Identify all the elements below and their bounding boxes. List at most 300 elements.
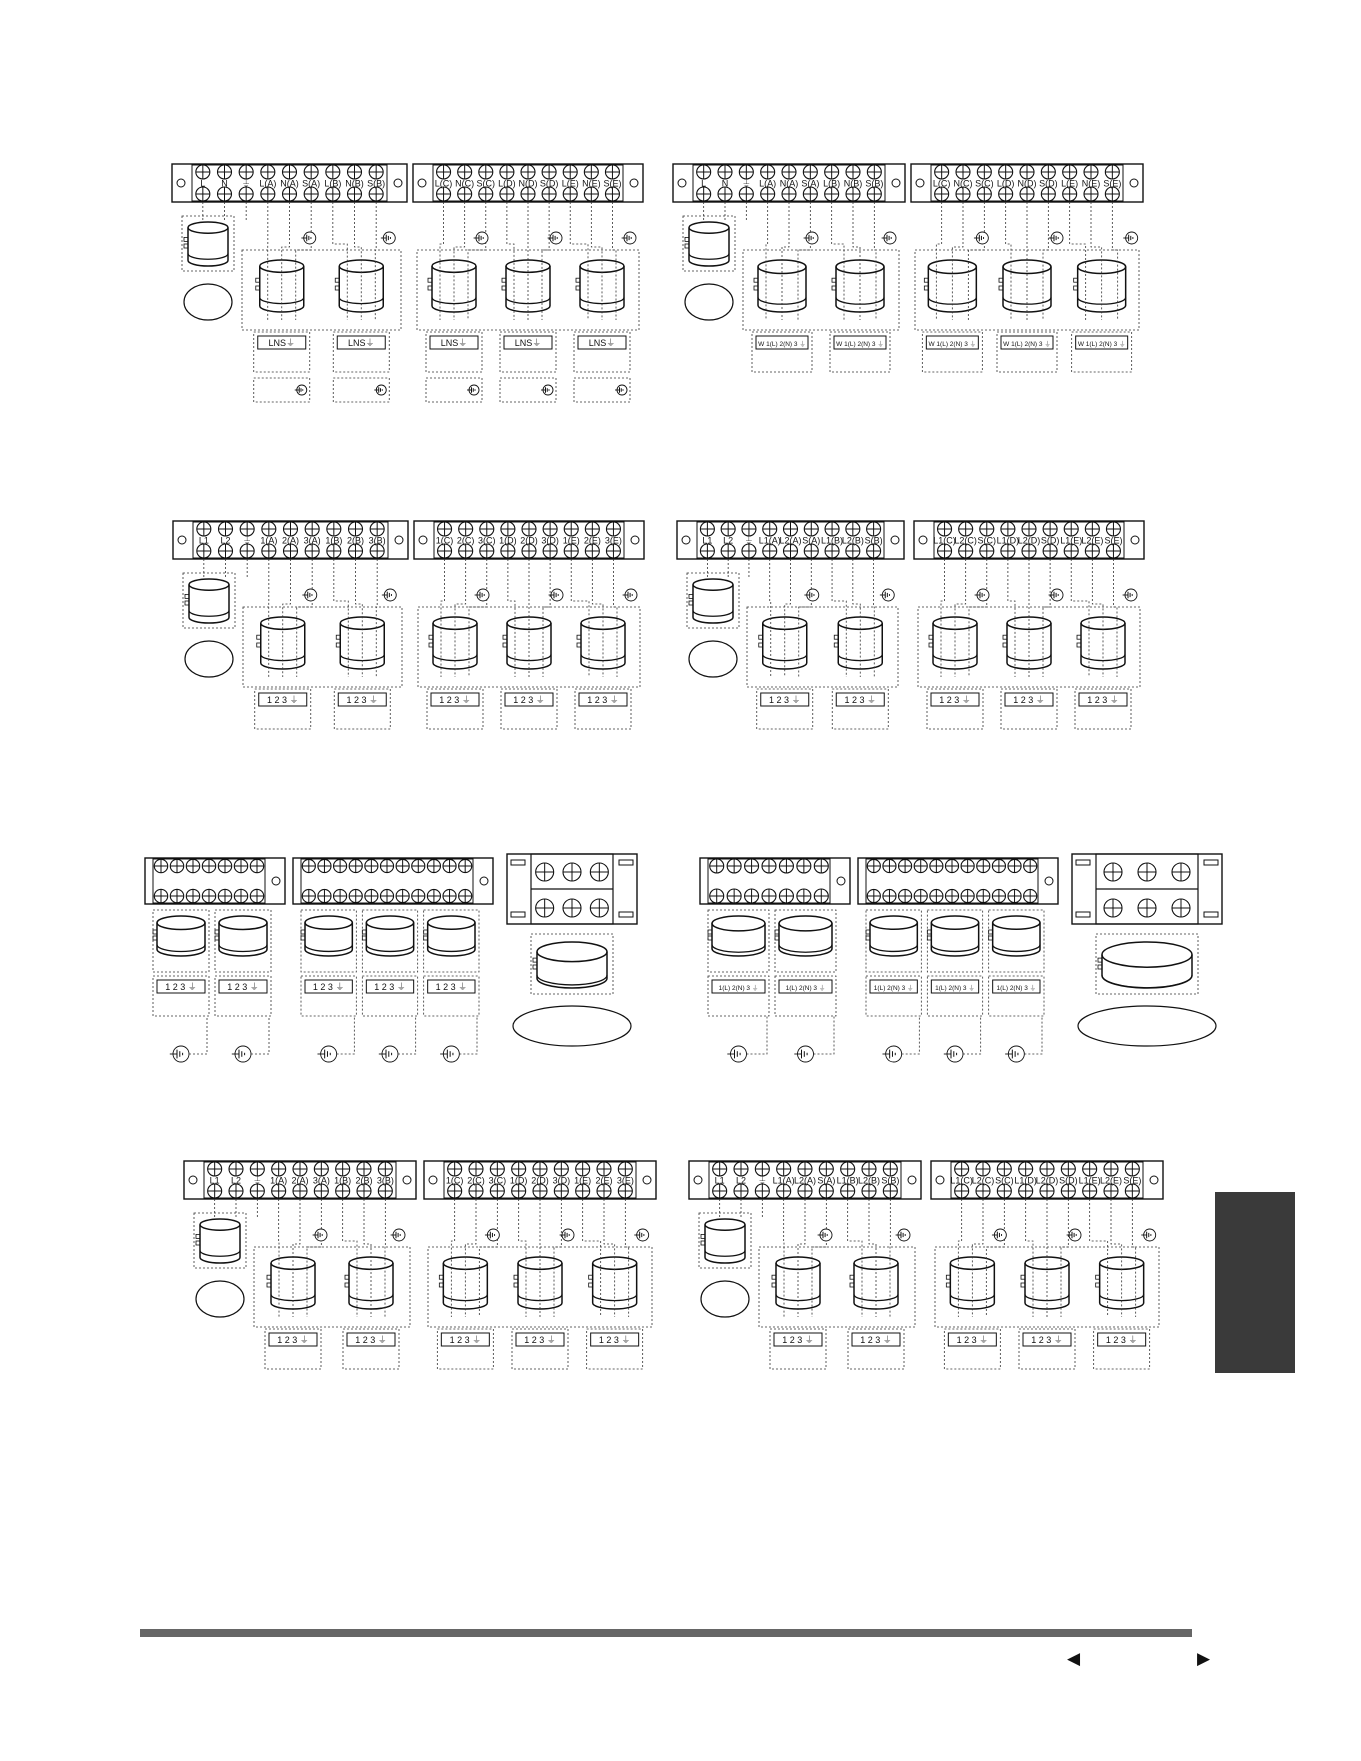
cable-conduit-icon (759, 617, 807, 669)
wire (333, 202, 347, 320)
screw-terminal (899, 889, 912, 902)
wiring-diagram-r3-left (145, 854, 637, 1062)
wire (969, 559, 987, 677)
ground-icon (1123, 589, 1137, 601)
indoor-unit-terminal (1094, 1329, 1150, 1369)
screw-terminal (819, 1162, 833, 1176)
screw-terminal (326, 187, 340, 201)
terminal-label: L1 (209, 1175, 220, 1186)
screw-terminal (862, 1162, 876, 1176)
terminal-label: L2(E) (1099, 1175, 1123, 1186)
terminal-label: 2(E) (583, 535, 601, 546)
terminal-label: L1(D) (1014, 1175, 1037, 1186)
screw-terminal (721, 544, 735, 558)
screw-terminal (883, 1162, 897, 1176)
screw-terminal (348, 165, 362, 179)
screw-terminal (1085, 522, 1099, 536)
screw-terminal (585, 522, 599, 536)
indoor-unit-terminal (362, 976, 417, 1016)
terminal-label: ⏚ (741, 178, 751, 189)
screw-terminal (597, 1162, 611, 1176)
screw-terminal (1008, 859, 1021, 872)
screw-terminal (349, 859, 362, 872)
terminal-label: L(E) (561, 178, 579, 189)
screw-terminal (293, 1184, 307, 1198)
indoor-unit-terminal (500, 332, 556, 372)
screw-terminal (590, 899, 608, 917)
indoor-unit-terminal (927, 689, 983, 729)
terminal-label: L(A) (759, 178, 777, 189)
wire (189, 1016, 207, 1054)
screw-terminal (522, 522, 536, 536)
next-page-arrow-icon[interactable]: ▶ (1197, 1649, 1211, 1668)
screw-terminal (304, 187, 318, 201)
terminal-label: N(E) (582, 178, 601, 189)
screw-terminal (867, 544, 881, 558)
terminal-label: 1(D) (509, 1175, 528, 1186)
screw-terminal (803, 187, 817, 201)
screw-terminal (819, 1184, 833, 1198)
screw-terminal (846, 187, 860, 201)
ground-icon (1141, 1229, 1155, 1241)
screw-terminal (721, 522, 735, 536)
screw-terminal (1022, 544, 1036, 558)
screw-terminal (304, 165, 318, 179)
ground-icon (974, 232, 988, 244)
terminal-board (858, 858, 1058, 904)
terminal-board (413, 164, 643, 202)
screw-terminal (448, 1184, 462, 1198)
wire (364, 1199, 371, 1317)
indoor-unit-terminal (997, 332, 1057, 372)
terminal-board (931, 1161, 1163, 1199)
indoor-unit-terminal (1001, 689, 1057, 729)
screw-terminal (867, 522, 881, 536)
screw-terminal (1041, 187, 1055, 201)
wire (785, 559, 791, 677)
ground-icon (623, 589, 637, 601)
wire (355, 202, 362, 320)
unit-terminal-label: 1 2 3 ⏚ (1031, 1335, 1063, 1345)
screw-terminal (814, 859, 828, 873)
screw-terminal (542, 165, 556, 179)
screw-terminal (763, 522, 777, 536)
screw-terminal (378, 1162, 392, 1176)
screw-terminal (554, 1184, 568, 1198)
screw-terminal (365, 859, 378, 872)
screw-terminal (564, 522, 578, 536)
screw-terminal (779, 859, 793, 873)
indoor-unit-terminal (215, 976, 271, 1016)
screw-terminal (490, 1162, 504, 1176)
wiring-diagram-r4-right (689, 1161, 1163, 1369)
ground-icon (1049, 589, 1063, 601)
screw-terminal (443, 889, 456, 902)
terminal-label: L(C) (434, 178, 453, 189)
terminal-label: L1 (702, 535, 713, 546)
screw-terminal (867, 187, 881, 201)
screw-terminal (734, 1184, 748, 1198)
screw-terminal (1063, 165, 1077, 179)
cable-conduit-icon (775, 916, 832, 956)
ground-icon (467, 385, 479, 395)
terminal-label: 1(C) (445, 1175, 464, 1186)
screw-terminal (798, 1162, 812, 1176)
cable-conduit-icon (267, 1257, 315, 1309)
screw-terminal (234, 889, 247, 902)
screw-terminal (459, 859, 472, 872)
terminal-label: S(C) (995, 1175, 1014, 1186)
cable-conduit-icon (866, 916, 917, 956)
terminal-label: 2(D) (520, 535, 538, 546)
screw-terminal (1001, 522, 1015, 536)
terminal-label: S(C) (977, 535, 997, 546)
unit-terminal-label: 1(L) 2(N) 3 ⏚ (996, 985, 1037, 992)
power-source (1078, 1006, 1216, 1046)
screw-terminal (219, 522, 233, 536)
terminal-label: 2(A) (281, 535, 300, 546)
wire (1090, 1199, 1108, 1317)
wire (571, 559, 589, 677)
screw-terminal (250, 889, 263, 902)
screw-terminal (956, 187, 970, 201)
screw-terminal (745, 889, 759, 903)
screw-terminal (240, 544, 254, 558)
cable-conduit-icon (503, 617, 551, 669)
screw-terminal (314, 1184, 328, 1198)
terminal-label: N(B) (843, 178, 863, 189)
screw-terminal (846, 522, 860, 536)
screw-terminal (739, 165, 753, 179)
terminal-label: 2(C) (467, 1175, 485, 1186)
terminal-label: S(A) (802, 535, 821, 546)
terminal-label: L2(B) (841, 535, 864, 546)
screw-terminal (326, 165, 340, 179)
screw-terminal (804, 544, 818, 558)
screw-terminal (501, 544, 515, 558)
screw-terminal (336, 1184, 350, 1198)
screw-terminal (293, 1162, 307, 1176)
terminal-label: L(C) (932, 178, 951, 189)
screw-terminal (1104, 899, 1122, 917)
wire (798, 1199, 805, 1317)
screw-terminal (899, 859, 912, 872)
terminal-label: L1(C) (950, 1175, 973, 1186)
screw-terminal (1104, 1184, 1118, 1198)
cable-conduit-icon (184, 222, 228, 266)
terminal-label: S(E) (1104, 535, 1123, 546)
screw-terminal (564, 544, 578, 558)
screw-terminal (208, 1184, 222, 1198)
screw-terminal (1043, 522, 1057, 536)
terminal-label: 2(A) (291, 1175, 309, 1186)
screw-terminal (186, 889, 199, 902)
screw-terminal (500, 187, 514, 201)
ground-icon (317, 1046, 336, 1062)
screw-terminal (229, 1184, 243, 1198)
indoor-unit-terminal (424, 976, 479, 1016)
terminal-label: 3(D) (552, 1175, 571, 1186)
screw-terminal (1172, 899, 1190, 917)
screw-terminal (170, 889, 183, 902)
screw-terminal (713, 1162, 727, 1176)
ground-icon (560, 1229, 574, 1241)
cable-conduit-icon (533, 942, 607, 988)
cable-conduit-icon (502, 260, 550, 312)
screw-terminal (777, 1184, 791, 1198)
cable-conduit-icon (301, 916, 352, 956)
cable-conduit-icon (576, 260, 624, 312)
screw-terminal (283, 165, 297, 179)
screw-terminal (1061, 1184, 1075, 1198)
indoor-unit-terminal (254, 332, 310, 372)
screw-terminal (935, 187, 949, 201)
screw-terminal (762, 889, 776, 903)
ground-icon (381, 232, 395, 244)
unit-terminal-label: 1 2 3 ⏚ (956, 1335, 989, 1345)
screw-terminal (458, 165, 472, 179)
screw-terminal (480, 522, 494, 536)
screw-terminal (1084, 165, 1098, 179)
terminal-label: L1(E) (1078, 1175, 1101, 1186)
screw-terminal (334, 859, 347, 872)
screw-terminal (999, 187, 1013, 201)
indoor-unit-terminal (989, 976, 1044, 1016)
screw-terminal (218, 165, 232, 179)
indoor-unit-terminal (575, 689, 631, 729)
screw-terminal (443, 859, 456, 872)
screw-terminal (318, 859, 331, 872)
screw-terminal (437, 187, 451, 201)
terminal-label: L2 (735, 1175, 747, 1186)
screw-terminal (196, 165, 210, 179)
terminal-label: 1(A) (270, 1175, 288, 1186)
screw-terminal (512, 1184, 526, 1198)
cable-conduit-icon (153, 916, 205, 956)
screw-terminal (512, 1162, 526, 1176)
screw-terminal (197, 544, 211, 558)
terminal-label: S(A) (302, 178, 321, 189)
indoor-unit-terminal (301, 976, 356, 1016)
terminal-label: S(C) (975, 178, 994, 189)
ground-icon (1005, 1046, 1024, 1062)
unit-terminal-label: 1 2 3 ⏚ (277, 1335, 309, 1345)
terminal-label: N(A) (779, 178, 799, 189)
screw-terminal (914, 859, 927, 872)
terminal-label: N(E) (1081, 178, 1101, 189)
power-source (685, 284, 733, 320)
indoor-unit-terminal (752, 332, 812, 372)
ground-icon (474, 232, 488, 244)
ground-icon (313, 1229, 327, 1241)
wire (853, 559, 860, 677)
terminal-label: 1(B) (325, 535, 343, 546)
screw-terminal (536, 863, 554, 881)
indoor-unit-terminal (265, 1329, 321, 1369)
screw-terminal (284, 522, 298, 536)
screw-terminal (739, 187, 753, 201)
screw-terminal (218, 889, 231, 902)
prev-page-arrow-icon[interactable]: ◀ (1067, 1649, 1081, 1668)
screw-terminal (239, 187, 253, 201)
screw-terminal (1106, 544, 1120, 558)
screw-terminal (883, 889, 896, 902)
screw-terminal (1138, 899, 1156, 917)
screw-terminal (357, 1184, 371, 1198)
screw-terminal (229, 1162, 243, 1176)
screw-terminal (250, 1162, 264, 1176)
wire (468, 202, 486, 320)
terminal-label: L(B) (823, 178, 841, 189)
power-source (185, 641, 233, 677)
terminal-label: L(D) (498, 178, 516, 189)
screw-terminal (272, 1184, 286, 1198)
screw-terminal (841, 1162, 855, 1176)
indoor-unit-terminal (708, 976, 769, 1016)
cable-conduit-icon (1003, 617, 1051, 669)
screw-terminal (202, 889, 215, 902)
screw-terminal (862, 1184, 876, 1198)
screw-terminal (438, 544, 452, 558)
terminal-label: ⏚ (757, 1175, 767, 1186)
unit-terminal-label: 1 2 3 ⏚ (355, 1335, 387, 1345)
screw-terminal (992, 859, 1005, 872)
cable-conduit-icon (1096, 1257, 1144, 1309)
ground-icon (382, 589, 396, 601)
terminal-label: S(D) (539, 178, 559, 189)
screw-terminal (938, 522, 952, 536)
screw-terminal (1020, 187, 1034, 201)
screw-terminal (1024, 889, 1037, 902)
wire (853, 202, 860, 320)
ground-icon (541, 385, 553, 395)
unit-terminal-label: 1 2 3 ⏚ (165, 982, 197, 992)
screw-terminal (727, 889, 741, 903)
screw-terminal (196, 187, 210, 201)
screw-terminal (914, 889, 927, 902)
screw-terminal (365, 889, 378, 902)
cable-conduit-icon (256, 260, 304, 312)
screw-terminal (825, 544, 839, 558)
screw-terminal (480, 544, 494, 558)
unit-terminal-label: 1 2 3 ⏚ (374, 982, 406, 992)
terminal-label: L2(C) (971, 1175, 995, 1186)
wire (356, 559, 363, 677)
screw-terminal (697, 187, 711, 201)
unit-terminal-label: 1 2 3 ⏚ (782, 1335, 814, 1345)
cable-conduit-icon (946, 1257, 994, 1309)
screw-terminal (521, 165, 535, 179)
terminal-label: 1(D) (499, 535, 517, 546)
screw-terminal (1040, 1162, 1054, 1176)
terminal-label: S(E) (603, 178, 622, 189)
indoor-unit-terminal (770, 1329, 826, 1369)
screw-terminal (999, 165, 1013, 179)
ground-icon (475, 589, 489, 601)
indoor-unit-terminal (343, 1329, 399, 1369)
power-connector (1072, 854, 1222, 924)
cable-conduit-icon (701, 1219, 745, 1263)
wire (583, 1199, 601, 1317)
terminal-label: ⏚ (744, 535, 754, 546)
screw-terminal (380, 889, 393, 902)
screw-terminal (427, 889, 440, 902)
power-source (196, 1281, 244, 1317)
screw-terminal (234, 859, 247, 872)
screw-terminal (284, 544, 298, 558)
ground-icon (727, 1046, 746, 1062)
screw-terminal (618, 1162, 632, 1176)
terminal-label: L2(D) (1035, 1175, 1059, 1186)
unit-terminal-label: 1 2 3 ⏚ (435, 982, 468, 992)
screw-terminal (1138, 863, 1156, 881)
ground-icon (170, 1046, 189, 1062)
screw-terminal (745, 859, 759, 873)
screw-terminal (1125, 1162, 1139, 1176)
screw-terminal (718, 165, 732, 179)
screw-terminal (606, 522, 620, 536)
screw-terminal (543, 522, 557, 536)
wire (337, 1016, 355, 1054)
screw-terminal (784, 522, 798, 536)
terminal-label: L2(C) (954, 535, 977, 546)
terminal-label: N(C) (455, 178, 475, 189)
screw-terminal (734, 1162, 748, 1176)
cable-conduit-icon (685, 222, 729, 266)
screw-terminal (396, 859, 409, 872)
unit-terminal-label: 1 2 3 ⏚ (587, 695, 619, 705)
cable-conduit-icon (689, 579, 733, 623)
cable-conduit-icon (336, 617, 384, 669)
wire (963, 1016, 981, 1054)
screw-terminal (585, 544, 599, 558)
screw-terminal (961, 859, 974, 872)
screw-terminal (976, 1184, 990, 1198)
terminal-label: 2(B) (355, 1175, 373, 1186)
screw-terminal (1084, 187, 1098, 201)
wiring-diagram-r2-left (173, 521, 644, 729)
screw-terminal (563, 187, 577, 201)
cable-conduit-icon (257, 617, 305, 669)
ground-icon (1067, 1229, 1081, 1241)
screw-terminal (438, 522, 452, 536)
screw-terminal (318, 889, 331, 902)
terminal-board (172, 164, 407, 202)
terminal-label: S(B) (864, 535, 883, 546)
screw-terminal (935, 165, 949, 179)
indoor-unit-terminal (830, 332, 890, 372)
screw-terminal (930, 859, 943, 872)
cable-conduit-icon (1077, 617, 1125, 669)
unit-terminal-label: 1 2 3 ⏚ (227, 982, 259, 992)
screw-terminal (369, 187, 383, 201)
screw-terminal (458, 187, 472, 201)
screw-terminal (305, 544, 319, 558)
screw-terminal (186, 859, 199, 872)
cable-conduit-icon (429, 617, 477, 669)
terminal-label: 1(B) (334, 1175, 352, 1186)
screw-terminal (521, 187, 535, 201)
ground-icon (880, 589, 894, 601)
unit-terminal-label: 1(L) 2(N) 3 ⏚ (718, 985, 759, 992)
screw-terminal (782, 165, 796, 179)
power-connector (507, 854, 637, 924)
screw-terminal (697, 165, 711, 179)
screw-terminal (1105, 187, 1119, 201)
cable-conduit-icon (850, 1257, 898, 1309)
screw-terminal (777, 1162, 791, 1176)
screw-terminal (605, 187, 619, 201)
